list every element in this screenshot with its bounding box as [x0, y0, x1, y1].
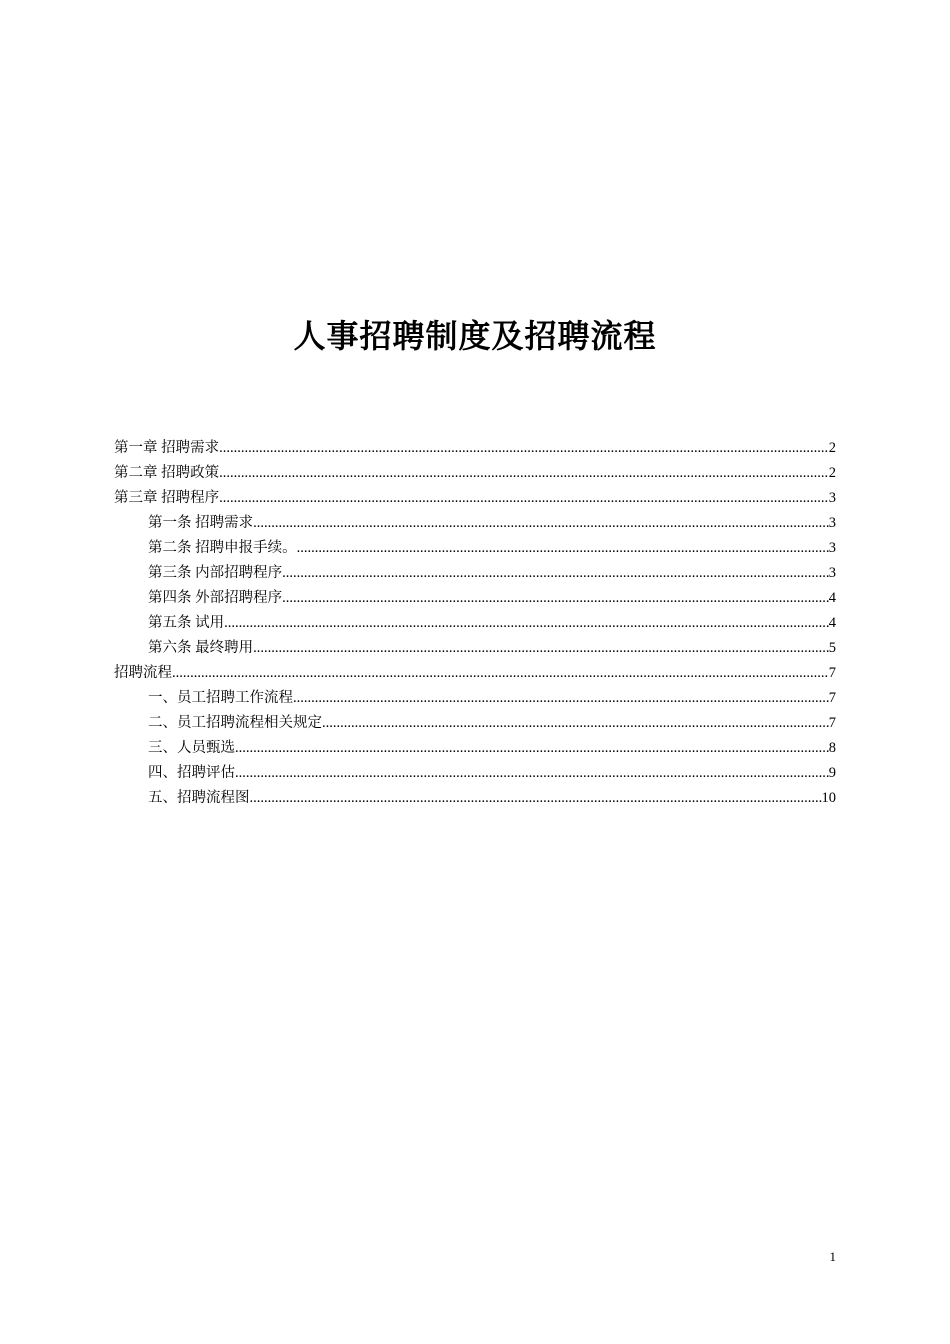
toc-dot-leader	[172, 661, 829, 686]
toc-entry-label: 第五条 试用	[148, 615, 225, 631]
toc-dot-leader	[253, 511, 829, 536]
toc-entry-page: 10	[821, 790, 836, 806]
toc-dot-leader	[253, 636, 829, 661]
toc-entry-label: 五、招聘流程图	[148, 790, 250, 806]
toc-entry-page: 8	[828, 740, 836, 756]
toc-entry[interactable]	[114, 486, 836, 511]
toc-dot-leader	[219, 461, 829, 486]
toc-entry-label: 第三章 招聘程序	[114, 490, 220, 506]
toc-entry[interactable]	[114, 511, 836, 536]
toc-entry-label: 一、员工招聘工作流程	[148, 690, 293, 706]
toc-entry[interactable]	[114, 661, 836, 686]
toc-entry[interactable]	[114, 786, 836, 811]
toc-entry[interactable]	[114, 561, 836, 586]
toc-entry-label: 第六条 最终聘用	[148, 640, 254, 656]
toc-dot-leader	[219, 486, 829, 511]
page-number: 1	[829, 1249, 836, 1264]
toc-entry[interactable]	[114, 636, 836, 661]
toc-entry-page: 9	[828, 765, 836, 781]
toc-dot-leader	[293, 686, 829, 711]
toc-dot-leader	[235, 736, 829, 761]
toc-entry-page: 3	[828, 565, 836, 581]
toc-entry-label: 第一条 招聘需求	[148, 515, 254, 531]
toc-entry[interactable]	[114, 711, 836, 736]
toc-entry-page: 2	[828, 440, 836, 456]
table-of-contents	[114, 436, 836, 811]
toc-entry-page: 4	[828, 590, 836, 606]
toc-entry-label: 第四条 外部招聘程序	[148, 590, 283, 606]
toc-entry[interactable]	[114, 736, 836, 761]
toc-entry[interactable]	[114, 761, 836, 786]
toc-entry-page: 3	[828, 490, 836, 506]
toc-entry-label: 第一章 招聘需求	[114, 440, 220, 456]
toc-entry-label: 四、招聘评估	[148, 765, 235, 781]
toc-entry-page: 2	[828, 465, 836, 481]
toc-entry[interactable]	[114, 436, 836, 461]
toc-dot-leader	[250, 786, 822, 811]
toc-entry[interactable]	[114, 461, 836, 486]
toc-entry[interactable]	[114, 536, 836, 561]
toc-dot-leader	[235, 761, 829, 786]
toc-entry-label: 第二章 招聘政策	[114, 465, 220, 481]
toc-entry-page: 4	[828, 615, 836, 631]
toc-entry-page: 7	[828, 665, 836, 681]
toc-dot-leader	[219, 436, 829, 461]
toc-entry-page: 7	[828, 715, 836, 731]
toc-entry-page: 5	[828, 640, 836, 656]
toc-entry-label: 第二条 招聘申报手续。	[148, 540, 297, 556]
toc-entry-label: 招聘流程	[114, 665, 172, 681]
toc-dot-leader	[297, 536, 829, 561]
document-title: 人事招聘制度及招聘流程	[293, 317, 657, 355]
toc-entry-page: 3	[828, 515, 836, 531]
toc-dot-leader	[322, 711, 829, 736]
toc-entry-label: 三、人员甄选	[148, 740, 235, 756]
toc-dot-leader	[282, 586, 829, 611]
toc-entry[interactable]	[114, 586, 836, 611]
toc-entry-label: 第三条 内部招聘程序	[148, 565, 283, 581]
toc-dot-leader	[224, 611, 829, 636]
toc-entry-page: 3	[828, 540, 836, 556]
toc-entry[interactable]	[114, 611, 836, 636]
toc-dot-leader	[282, 561, 829, 586]
toc-entry-label: 二、员工招聘流程相关规定	[148, 715, 322, 731]
toc-entry[interactable]	[114, 686, 836, 711]
toc-entry-page: 7	[828, 690, 836, 706]
